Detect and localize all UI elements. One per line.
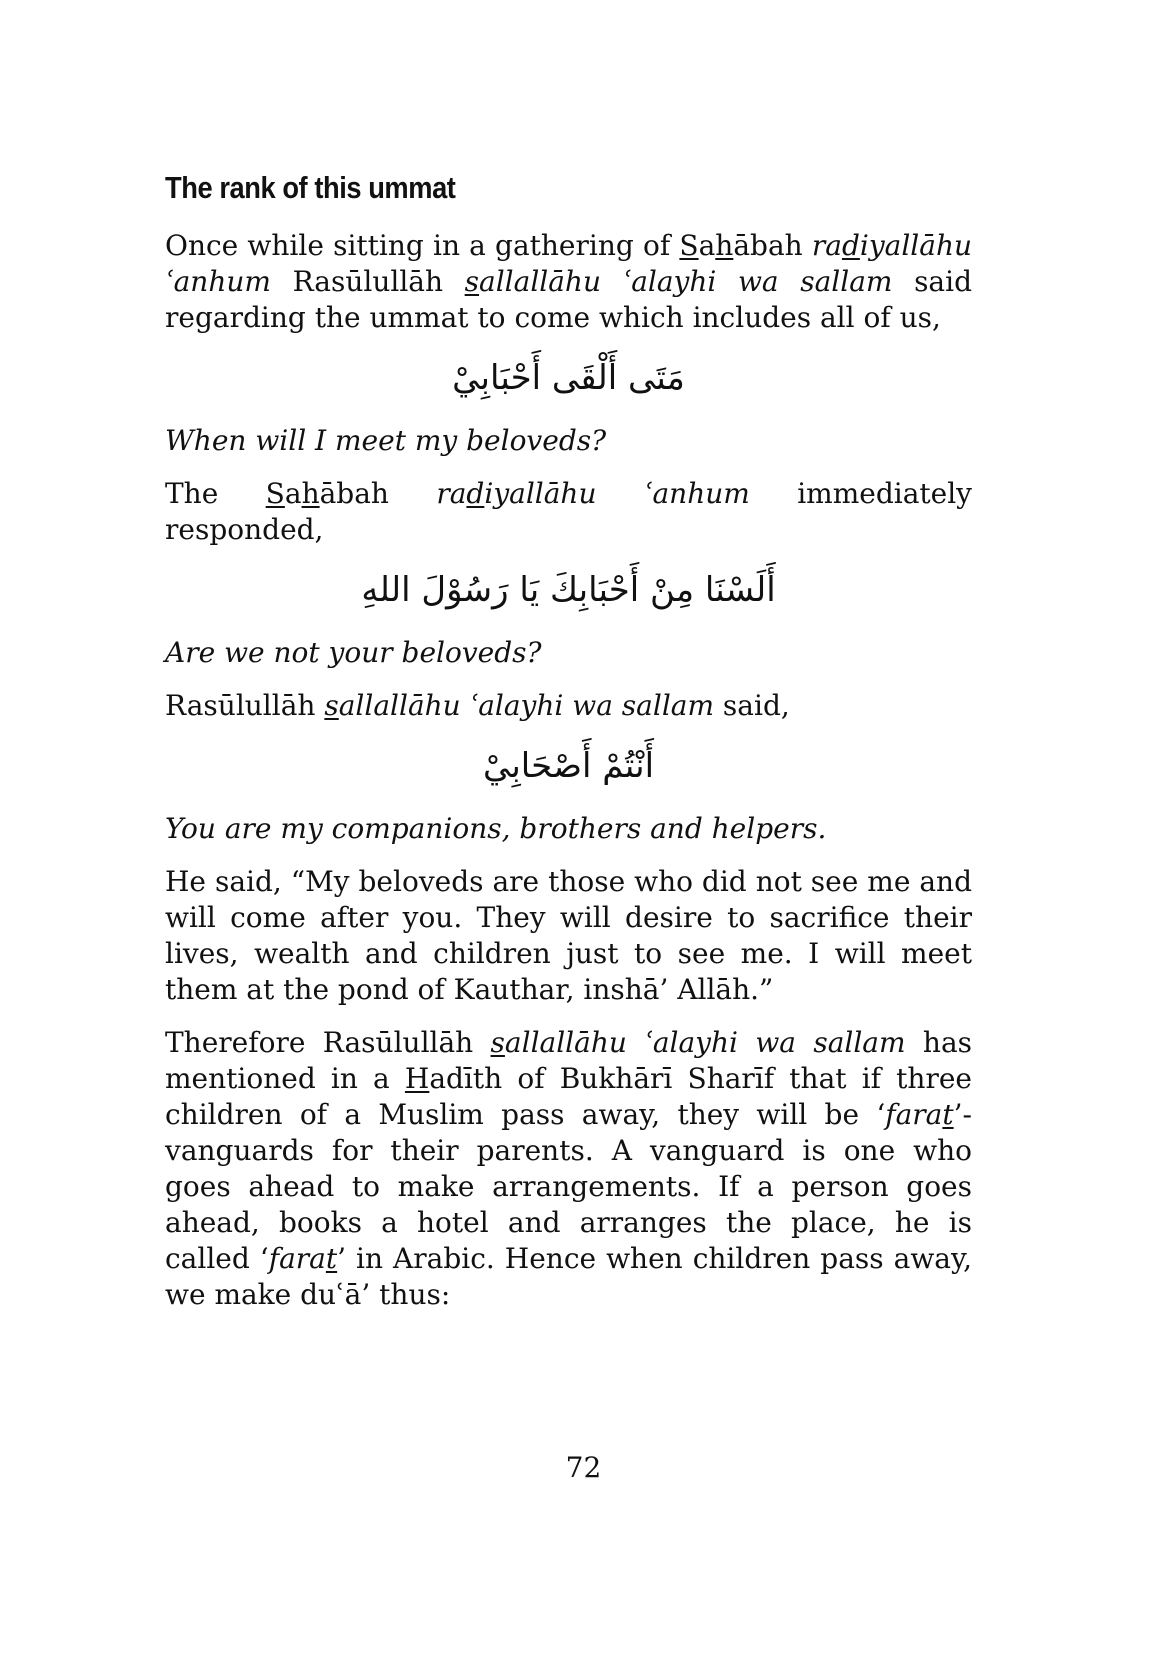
text-run: Therefore Rasūlullāh — [165, 1026, 491, 1059]
text-run: immediately responded, — [165, 477, 973, 546]
translation-1: When will I meet my beloveds? — [165, 424, 607, 457]
text-run: ’ in Arabic. Hence when children pass away, we make duʿā’ thus: — [165, 1242, 972, 1311]
paragraph-rasulullah-said — [165, 688, 972, 724]
paragraph-intro — [165, 228, 972, 336]
term-sahabah: Sahābah — [265, 477, 389, 510]
translation-3: You are my companions, brothers and helpers. — [165, 812, 827, 845]
arabic-quote-1: مَتَى أَلْقَى أَحْبَابِيْ — [452, 358, 685, 398]
paragraph-farat — [165, 1025, 972, 1313]
term-sallallahu: sallallāhu ʿalayhi wa sallam — [464, 265, 893, 298]
term-radiyallahu: radiyallāhu ʿanhum — [165, 229, 973, 298]
paragraph-sahabah-response — [165, 476, 972, 548]
text-run: has mentioned in a — [165, 1026, 973, 1095]
text-run: The — [165, 477, 266, 510]
text-run: Rasūlullāh — [165, 689, 325, 722]
paragraph-beloveds: He said, “My beloveds are those who did not see me and will come after you. They will desire to sacrifice their lives, wealth and children just to see me. I will meet them at the pond of Kauthar, inshā’ Allāh.” — [165, 865, 972, 1006]
term-hadith: Hadīth — [404, 1062, 503, 1095]
page-content — [165, 168, 972, 1330]
text-run: said, — [714, 689, 790, 722]
arabic-quote-2: أَلَسْنَا مِنْ أَحْبَابِكَ يَا رَسُوْلَ اللهِ — [361, 570, 776, 610]
page-number: 72 — [565, 1451, 602, 1484]
term-farat: farat — [885, 1098, 954, 1131]
term-farat: farat — [268, 1242, 338, 1275]
text-run: said regarding the ummat to come which includes all of us, — [165, 265, 973, 334]
text-run: ’- vanguards for their parents. A vanguard is one who goes ahead to make arrangements. If a person goes ahead, books a hotel and arranges the place, he is called ‘ — [165, 1098, 972, 1275]
term-sallallahu: sallallāhu ʿalayhi wa sallam — [324, 689, 715, 722]
section-heading: The rank of this ummat — [165, 170, 456, 205]
term-sahabah: Sahābah — [679, 229, 803, 262]
text-run: Rasūlullāh — [270, 265, 465, 298]
arabic-quote-3: أَنْتُمْ أَصْحَابِيْ — [482, 746, 655, 786]
term-sallallahu: sallallāhu ʿalayhi wa sallam — [490, 1026, 906, 1059]
translation-2: Are we not your beloveds? — [165, 636, 542, 669]
text-run: Once while sitting in a gathering of — [165, 229, 680, 262]
term-radiyallahu: radiyallāhu ʿanhum — [436, 477, 750, 510]
text-run: of Bukhārī Sharīf that if three children of a Muslim pass away, they will be ‘ — [165, 1062, 972, 1131]
